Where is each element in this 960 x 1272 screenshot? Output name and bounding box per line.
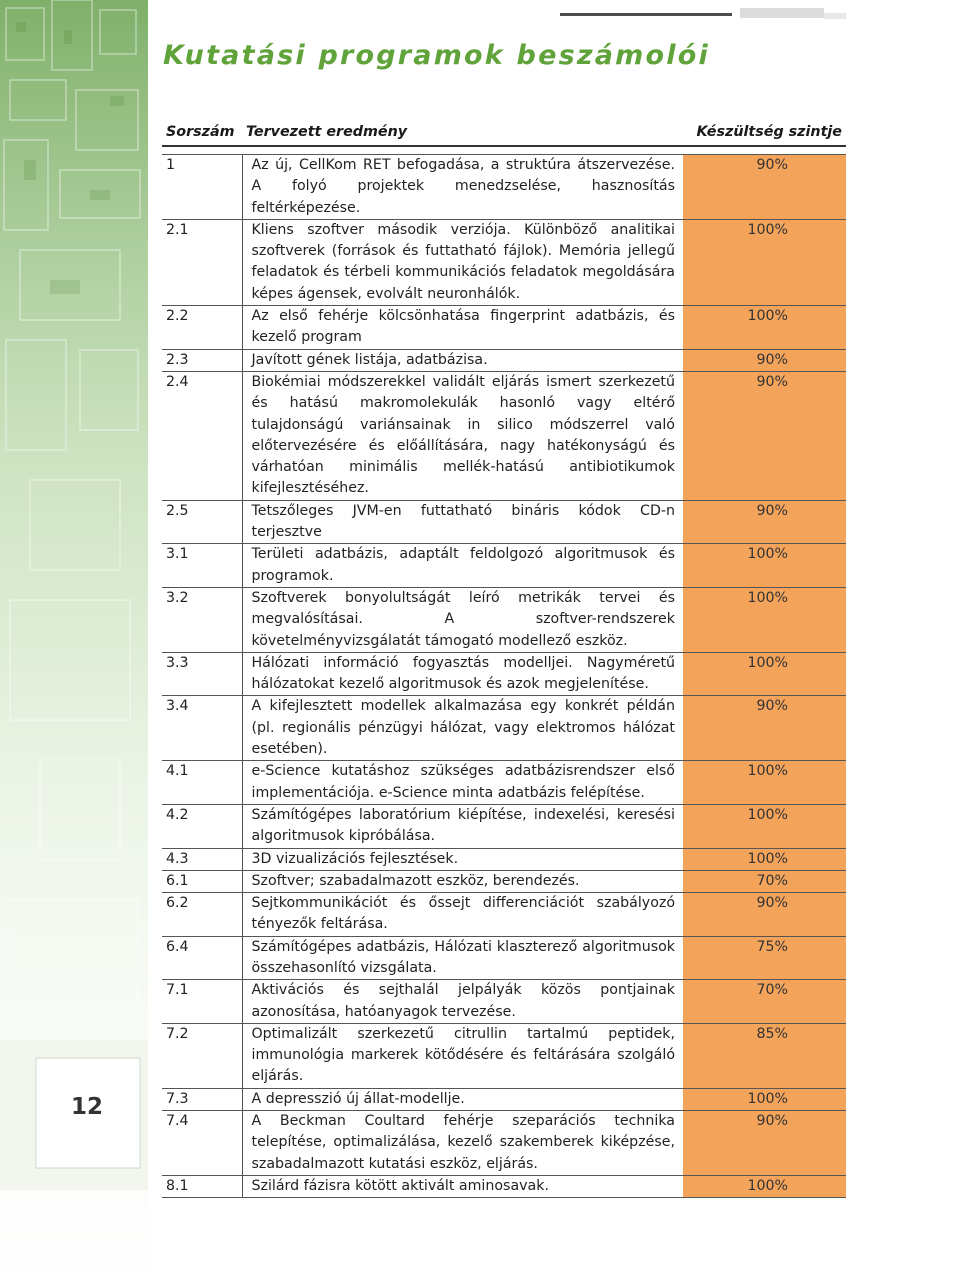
row-status: 70% (683, 980, 846, 1024)
table-row (162, 1088, 846, 1110)
row-status: 100% (683, 804, 846, 848)
table-row (162, 652, 846, 696)
column-header-id: Sorszám (162, 121, 242, 146)
results-table (162, 121, 846, 1198)
row-id: 3.4 (162, 696, 242, 761)
row-result: Az új, CellKom RET befogadása, a struktúra átszervezése. A folyó projektek menedzselése, hasznosítás feltérképezése. (242, 155, 683, 220)
row-result: Biokémiai módszerekkel validált eljárás ismert szerkezetű és hatású makromolekulák hasonló vagy eltérő tulajdonságú variánsainak in silico módszerrel való előtervezésére és előállítására, nagy hatékonyságú és várhatóan minimális mellék-hatású antibiotikumok kifejlesztéséhez. (242, 371, 683, 500)
row-status: 90% (683, 349, 846, 371)
table-row (162, 371, 846, 500)
table-row (162, 1175, 846, 1197)
row-result: Az első fehérje kölcsönhatása fingerprint adatbázis, és kezelő program (242, 306, 683, 350)
row-status: 90% (683, 155, 846, 220)
row-id: 6.1 (162, 870, 242, 892)
row-result: Kliens szoftver második verziója. Különböző analitikai szoftverek (források és futtatható fájlok). Memória jellegű feladatok és térbeli kommunikációs feladatok megoldására képes ágensek, evolvált neuronhálók. (242, 219, 683, 305)
row-status: 90% (683, 371, 846, 500)
table-row (162, 1023, 846, 1088)
row-result: 3D vizualizációs fejlesztések. (242, 848, 683, 870)
row-result: A depresszió új állat-modellje. (242, 1088, 683, 1110)
row-id: 8.1 (162, 1175, 242, 1197)
row-result: Számítógépes adatbázis, Hálózati klaszterező algoritmusok összehasonlító vizsgálata. (242, 936, 683, 980)
row-id: 7.2 (162, 1023, 242, 1088)
row-status: 100% (683, 1088, 846, 1110)
table-row (162, 544, 846, 588)
row-id: 3.1 (162, 544, 242, 588)
row-result: Szilárd fázisra kötött aktivált aminosavak. (242, 1175, 683, 1197)
row-result: Szoftverek bonyolultságát leíró metrikák tervei és megvalósításai. A szoftver-rendszerek követelményvizsgálatát támogató modellező eszköz. (242, 587, 683, 652)
row-status: 100% (683, 1175, 846, 1197)
row-result: Hálózati információ fogyasztás modelljei. Nagyméretű hálózatokat kezelő algoritmusok és azok megjelenítése. (242, 652, 683, 696)
table-row (162, 219, 846, 305)
page-number: 12 (70, 1094, 103, 1120)
row-id: 4.2 (162, 804, 242, 848)
top-decor-bar (560, 13, 732, 16)
row-status: 85% (683, 1023, 846, 1088)
table-row (162, 804, 846, 848)
row-result: A kifejlesztett modellek alkalmazása egy konkrét példán (pl. regionális pénzügyi hálózat, vagy elektromos hálózat esetében). (242, 696, 683, 761)
row-id: 3.2 (162, 587, 242, 652)
row-id: 2.5 (162, 500, 242, 544)
table-row (162, 980, 846, 1024)
column-header-result: Tervezett eredmény (242, 121, 683, 146)
row-result: Tetszőleges JVM-en futtatható bináris kódok CD-n terjesztve (242, 500, 683, 544)
row-id: 1 (162, 155, 242, 220)
top-decor-bar (824, 13, 846, 19)
row-id: 6.4 (162, 936, 242, 980)
row-id: 2.1 (162, 219, 242, 305)
row-result: Számítógépes laboratórium kiépítése, indexelési, keresési algoritmusok kipróbálása. (242, 804, 683, 848)
row-result: Aktivációs és sejthalál jelpályák közös pontjainak azonosítása, hatóanyagok tervezése. (242, 980, 683, 1024)
table-row (162, 1111, 846, 1176)
page-title: Kutatási programok beszámolói (163, 40, 710, 71)
row-id: 7.4 (162, 1111, 242, 1176)
row-result: Javított gének listája, adatbázisa. (242, 349, 683, 371)
row-id: 2.3 (162, 349, 242, 371)
row-id: 2.2 (162, 306, 242, 350)
row-status: 100% (683, 219, 846, 305)
table-row (162, 761, 846, 805)
row-id: 4.3 (162, 848, 242, 870)
row-status: 90% (683, 893, 846, 937)
row-status: 100% (683, 652, 846, 696)
row-result: A Beckman Coultard fehérje szeparációs technika telepítése, optimalizálása, kezelő szakemberek kiképzése, szabadalmazott kutatási eszköz, eljárás. (242, 1111, 683, 1176)
row-status: 90% (683, 500, 846, 544)
row-id: 7.3 (162, 1088, 242, 1110)
row-result: e-Science kutatáshoz szükséges adatbázisrendszer első implementációja. e-Science minta adatbázis felépítése. (242, 761, 683, 805)
row-status: 90% (683, 1111, 846, 1176)
table-row (162, 306, 846, 350)
row-id: 2.4 (162, 371, 242, 500)
row-status: 100% (683, 544, 846, 588)
row-id: 7.1 (162, 980, 242, 1024)
row-status: 100% (683, 761, 846, 805)
row-result: Területi adatbázis, adaptált feldolgozó algoritmusok és programok. (242, 544, 683, 588)
table-header-row (162, 121, 846, 146)
row-result: Szoftver; szabadalmazott eszköz, berendezés. (242, 870, 683, 892)
row-result: Optimalizált szerkezetű citrullin tartalmú peptidek, immunológia markerek kötődésére és feltárására szolgáló eljárás. (242, 1023, 683, 1088)
table-row (162, 500, 846, 544)
table-body (162, 155, 846, 1198)
table-row (162, 587, 846, 652)
table-row (162, 893, 846, 937)
table-row (162, 696, 846, 761)
left-decorative-band (0, 0, 148, 1272)
table-row (162, 349, 846, 371)
row-result: Sejtkommunikációt és őssejt differenciációt szabályozó tényezők feltárása. (242, 893, 683, 937)
decorative-pattern (0, 0, 148, 1272)
table-row (162, 936, 846, 980)
row-id: 6.2 (162, 893, 242, 937)
row-status: 75% (683, 936, 846, 980)
row-status: 70% (683, 870, 846, 892)
top-decor-bar (740, 8, 824, 18)
row-id: 4.1 (162, 761, 242, 805)
row-status: 100% (683, 848, 846, 870)
row-status: 100% (683, 587, 846, 652)
column-header-status: Készültség szintje (683, 121, 846, 146)
row-status: 90% (683, 696, 846, 761)
row-status: 100% (683, 306, 846, 350)
table-row (162, 870, 846, 892)
table-row (162, 848, 846, 870)
row-id: 3.3 (162, 652, 242, 696)
table-row (162, 155, 846, 220)
